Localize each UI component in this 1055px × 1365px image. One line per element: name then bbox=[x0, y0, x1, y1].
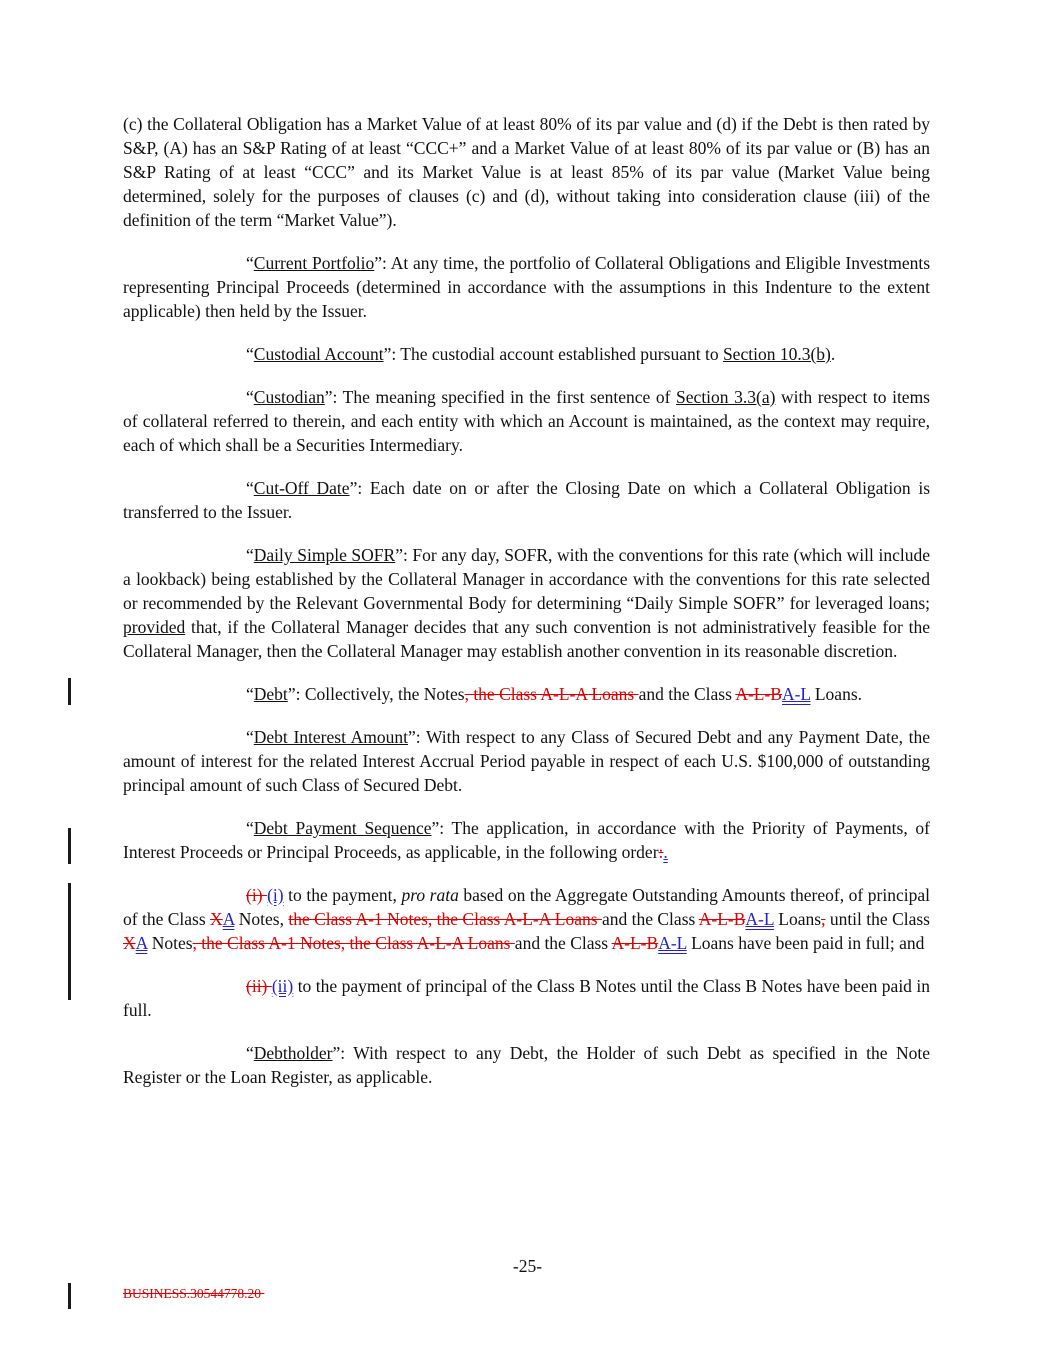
deleted-text: , the Class A-L-A Loans bbox=[464, 684, 639, 704]
deleted-text: (ii) bbox=[246, 976, 272, 996]
text-run: until the Class bbox=[825, 909, 930, 929]
footer-doc-id: BUSINESS.30544778.20 bbox=[123, 1286, 265, 1301]
page-number: -25- bbox=[512, 1256, 543, 1276]
text-run: and the Class bbox=[601, 909, 699, 929]
text-run: ”: The application, in accordance with the Priority of Payments, of Interest Proceeds or Principal Proceeds, as applicable, in the following order bbox=[123, 818, 930, 862]
text-run: ”: With respect to any Class of Secured Debt and any Payment Date, the amount of interest for the related Interest Accrual Period payable in respect of each U.S. $100,000 of outstanding principal amount of such Class of Secured Debt. bbox=[123, 727, 930, 795]
paragraph bbox=[123, 1041, 930, 1089]
paragraph bbox=[123, 816, 930, 864]
text-run: to the payment, bbox=[283, 885, 402, 905]
underlined-text: Custodian bbox=[253, 387, 325, 407]
text-run: and the Class bbox=[514, 933, 612, 953]
underlined-text: Section 3.3(a) bbox=[676, 387, 776, 407]
paragraph bbox=[123, 974, 930, 1022]
underlined-text: Debt Interest Amount bbox=[253, 727, 408, 747]
italic-text: pro rata bbox=[401, 885, 459, 905]
text-run: Loans have been paid in full; and bbox=[686, 933, 925, 953]
underlined-text: Cut-Off Date bbox=[253, 478, 350, 498]
text-run: “ bbox=[246, 387, 254, 407]
change-bar bbox=[68, 678, 71, 704]
text-run: ”: Collectively, the Notes bbox=[287, 684, 465, 704]
paragraph bbox=[123, 476, 930, 524]
text-run: Loans bbox=[773, 909, 822, 929]
inserted-text: A-L bbox=[781, 684, 811, 704]
inserted-text: . bbox=[663, 842, 668, 862]
text-run: “ bbox=[246, 727, 254, 747]
deleted-text: A-L-B bbox=[698, 909, 746, 929]
deleted-text: A-L-B bbox=[611, 933, 659, 953]
text-run: Notes, bbox=[234, 909, 289, 929]
inserted-text: (i) bbox=[267, 885, 284, 905]
document-body bbox=[123, 112, 930, 1108]
deleted-text: , the Class A-1 Notes, the Class A-L-A Loans bbox=[192, 933, 515, 953]
text-run: “ bbox=[246, 1043, 254, 1063]
paragraph bbox=[123, 112, 930, 232]
text-run: “ bbox=[246, 545, 254, 565]
text-run: that, if the Collateral Manager decides that any such convention is not administratively feasible for the Collateral Manager, then the Collateral Manager may establish another convention in its reasonable discretion. bbox=[123, 617, 930, 661]
text-run: ”: Each date on or after the Closing Date on which a Collateral Obligation is transferred to the Issuer. bbox=[123, 478, 931, 522]
text-run: “ bbox=[246, 684, 254, 704]
inserted-text: A bbox=[135, 933, 148, 953]
text-run: ”: With respect to any Debt, the Holder of such Debt as specified in the Note Register or the Loan Register, as applicable. bbox=[123, 1043, 930, 1087]
text-run: ”: For any day, SOFR, with the conventions for this rate (which will include a lookback) being established by the Collateral Manager in accordance with the conventions for this rate selected or recommended by the Relevant Governmental Body for determining “Daily Simple SOFR” for leveraged loans; bbox=[123, 545, 930, 613]
text-run: and the Class bbox=[638, 684, 736, 704]
text-run: to the payment of principal of the Class B Notes until the Class B Notes have been paid in full. bbox=[123, 976, 930, 1020]
text-run: “ bbox=[246, 253, 254, 273]
underlined-text: Debt Payment Sequence bbox=[253, 818, 432, 838]
deleted-text: , bbox=[821, 909, 826, 929]
deleted-text: A-L-B bbox=[735, 684, 782, 704]
text-run: with respect to items of collateral referred to therein, and each entity with which an Account is maintained, as the context may require, each of which shall be a Securities Intermediary. bbox=[123, 387, 930, 455]
text-run: . bbox=[830, 344, 836, 364]
text-run: ”: At any time, the portfolio of Collateral Obligations and Eligible Investments representing Principal Proceeds (determined in accordance with the assumptions in this Indenture to the extent applicable) then held by the Issuer. bbox=[123, 253, 931, 321]
change-bar bbox=[68, 828, 71, 864]
change-bar bbox=[68, 1283, 71, 1309]
inserted-text: (ii) bbox=[271, 976, 294, 996]
text-run: “ bbox=[246, 478, 254, 498]
underlined-text: Custodial Account bbox=[253, 344, 384, 364]
inserted-text: A bbox=[222, 909, 235, 929]
inserted-text: A-L bbox=[658, 933, 687, 953]
paragraph bbox=[123, 342, 930, 366]
text-run: ”: The meaning specified in the first sentence of bbox=[324, 387, 677, 407]
underlined-text: Debt bbox=[253, 684, 288, 704]
paragraph bbox=[123, 251, 930, 323]
underlined-text: Section 10.3(b) bbox=[722, 344, 831, 364]
underlined-text: Daily Simple SOFR bbox=[253, 545, 396, 565]
text-run: Loans. bbox=[810, 684, 863, 704]
paragraph bbox=[123, 883, 930, 955]
deleted-text: (i) bbox=[246, 885, 268, 905]
text-run: “ bbox=[246, 818, 254, 838]
paragraph bbox=[123, 543, 930, 663]
paragraph bbox=[123, 682, 930, 706]
deleted-text: : bbox=[658, 842, 664, 862]
text-run: based on the Aggregate Outstanding Amounts thereof, of principal of the Class bbox=[123, 885, 930, 929]
text-run: Notes bbox=[147, 933, 193, 953]
paragraph bbox=[123, 385, 930, 457]
deleted-text: X bbox=[210, 909, 223, 929]
change-bar bbox=[68, 967, 71, 1001]
text-run: (c) the Collateral Obligation has a Market Value of at least 80% of its par value and (d) if the Debt is then rated by S&P, (A) has an S&P Rating of at least “CCC+” and a Market Value of at least 80% of its par value or (B) has an S&P Rating of at least “CCC” and its Market Value is at least 85% of its par value (Market Value being determined, solely for the purposes of clauses (c) and (d), without taking into consideration clause (iii) of the definition of the term “Market Value”). bbox=[123, 114, 930, 230]
underlined-text: Current Portfolio bbox=[253, 253, 375, 273]
paragraph bbox=[123, 725, 930, 797]
text-run: ”: The custodial account established pursuant to bbox=[383, 344, 723, 364]
text-run: “ bbox=[246, 344, 254, 364]
underlined-text: Debtholder bbox=[253, 1043, 333, 1063]
inserted-text: A-L bbox=[745, 909, 774, 929]
deleted-text: X bbox=[123, 933, 136, 953]
underlined-text: provided bbox=[123, 617, 186, 637]
deleted-text: the Class A-1 Notes, the Class A-L-A Loans bbox=[288, 909, 602, 929]
change-bar bbox=[68, 883, 71, 979]
